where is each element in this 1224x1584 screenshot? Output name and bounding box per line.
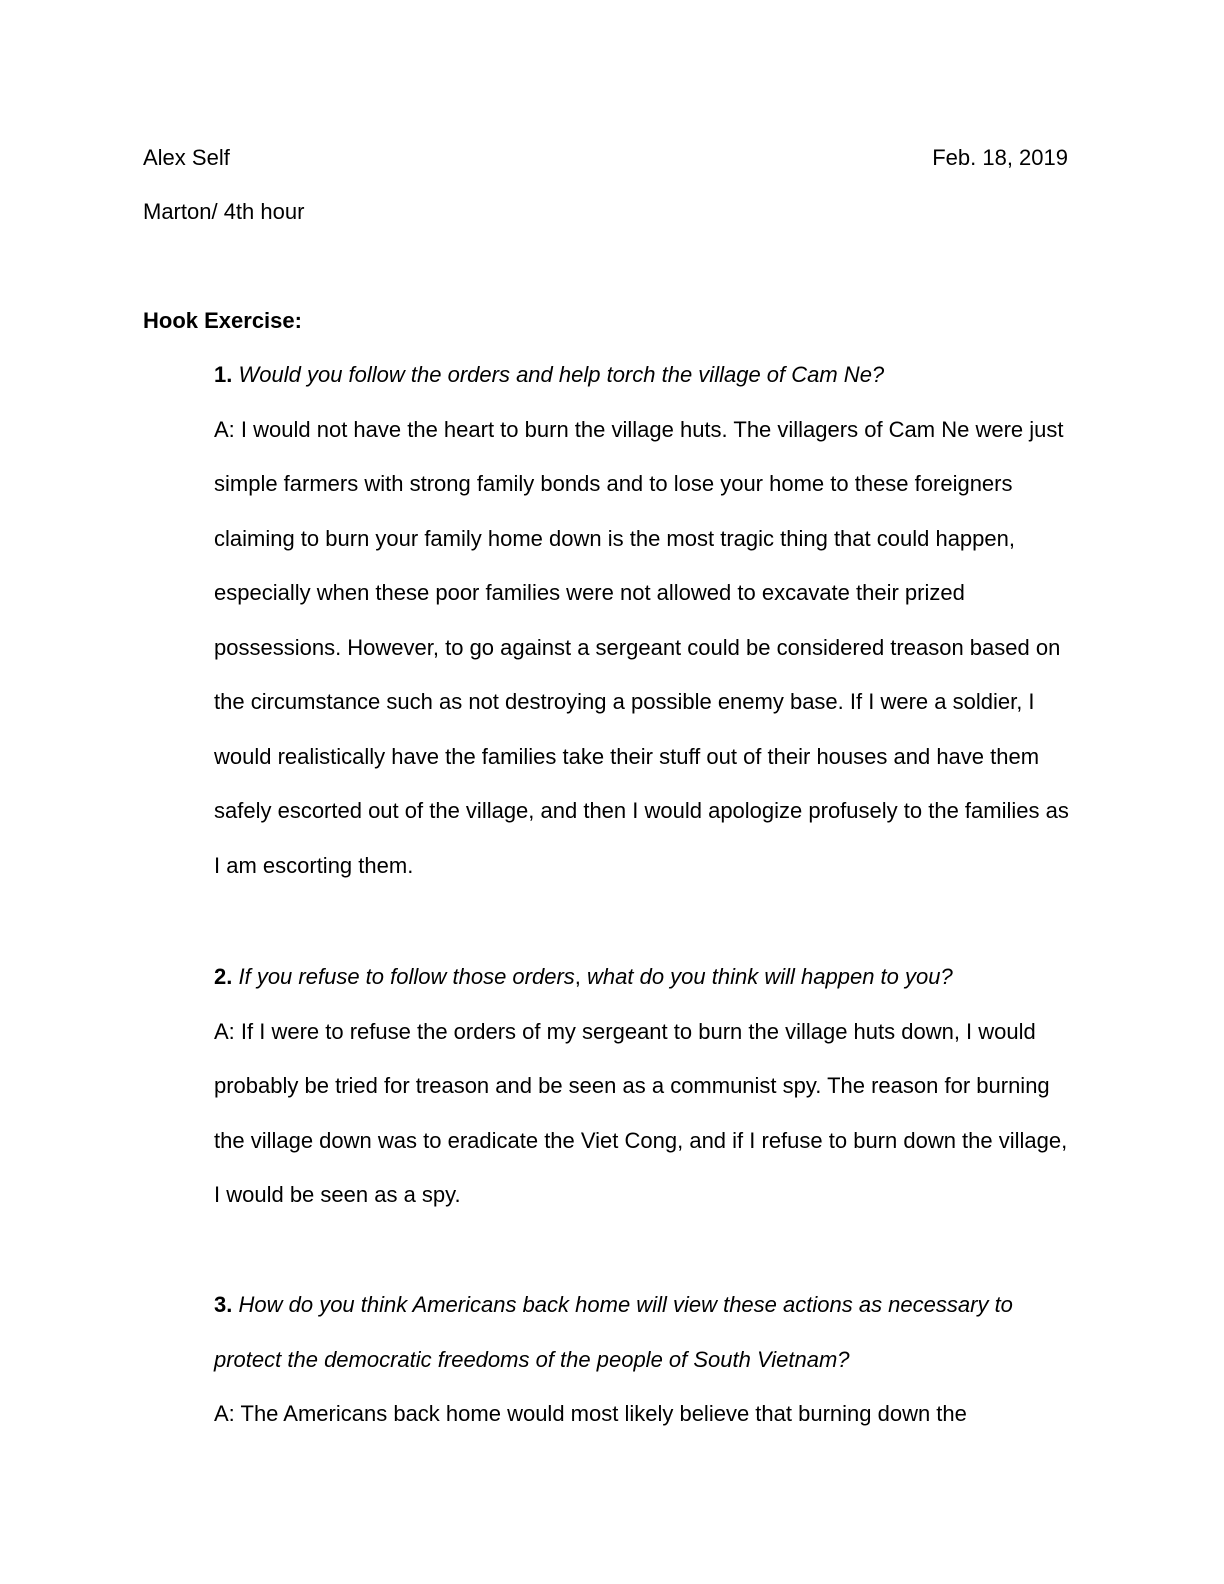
question-text: Would you follow the orders and help torch the village of Cam Ne? — [238, 362, 885, 387]
question-2 — [214, 950, 1074, 1005]
answer-3: A: The Americans back home would most likely believe that burning down the — [214, 1401, 967, 1426]
header-row — [143, 143, 1068, 173]
question-block-1 — [214, 348, 1074, 893]
question-block-2 — [214, 950, 1074, 1223]
question-text-part1: If you refuse to follow those orders — [238, 964, 575, 989]
student-name: Alex Self — [143, 145, 230, 170]
answer-2: A: If I were to refuse the orders of my sergeant to burn the village huts down, I would probably be tried for treason and be seen as a communist spy. The reason for burning the village down was to eradicate the Viet Cong, and if I refuse to burn down the village, I would be seen as a spy. — [214, 1018, 1068, 1207]
section-title: Hook Exercise: — [143, 308, 302, 333]
date: Feb. 18, 2019 — [932, 145, 1068, 170]
question-1 — [214, 348, 1074, 403]
question-number: 1. — [214, 362, 233, 387]
class-info: Marton/ 4th hour — [143, 199, 305, 224]
question-3 — [214, 1278, 1074, 1387]
question-block-3 — [214, 1278, 1074, 1442]
question-text: How do you think Americans back home will view these actions as necessary to protect the democratic freedoms of the people of South Vietnam? — [214, 1292, 1013, 1372]
answer-1: A: I would not have the heart to burn the village huts. The villagers of Cam Ne were just simple farmers with strong family bonds and to lose your home to these foreigners claiming to burn your family home down is the most tragic thing that could happen, especially when these poor families were not allowed to excavate their prized possessions. However, to go against a sergeant could be considered treason based on the circumstance such as not destroying a possible enemy base. If I were a soldier, I would realistically have the families take their stuff out of their houses and have them safely escorted out of the village, and then I would apologize profusely to the families as I am escorting them. — [214, 416, 1069, 878]
question-text-separator: , — [574, 964, 581, 989]
question-number: 3. — [214, 1292, 233, 1317]
question-number: 2. — [214, 964, 233, 989]
question-text-part2: what do you think will happen to you? — [580, 964, 953, 989]
